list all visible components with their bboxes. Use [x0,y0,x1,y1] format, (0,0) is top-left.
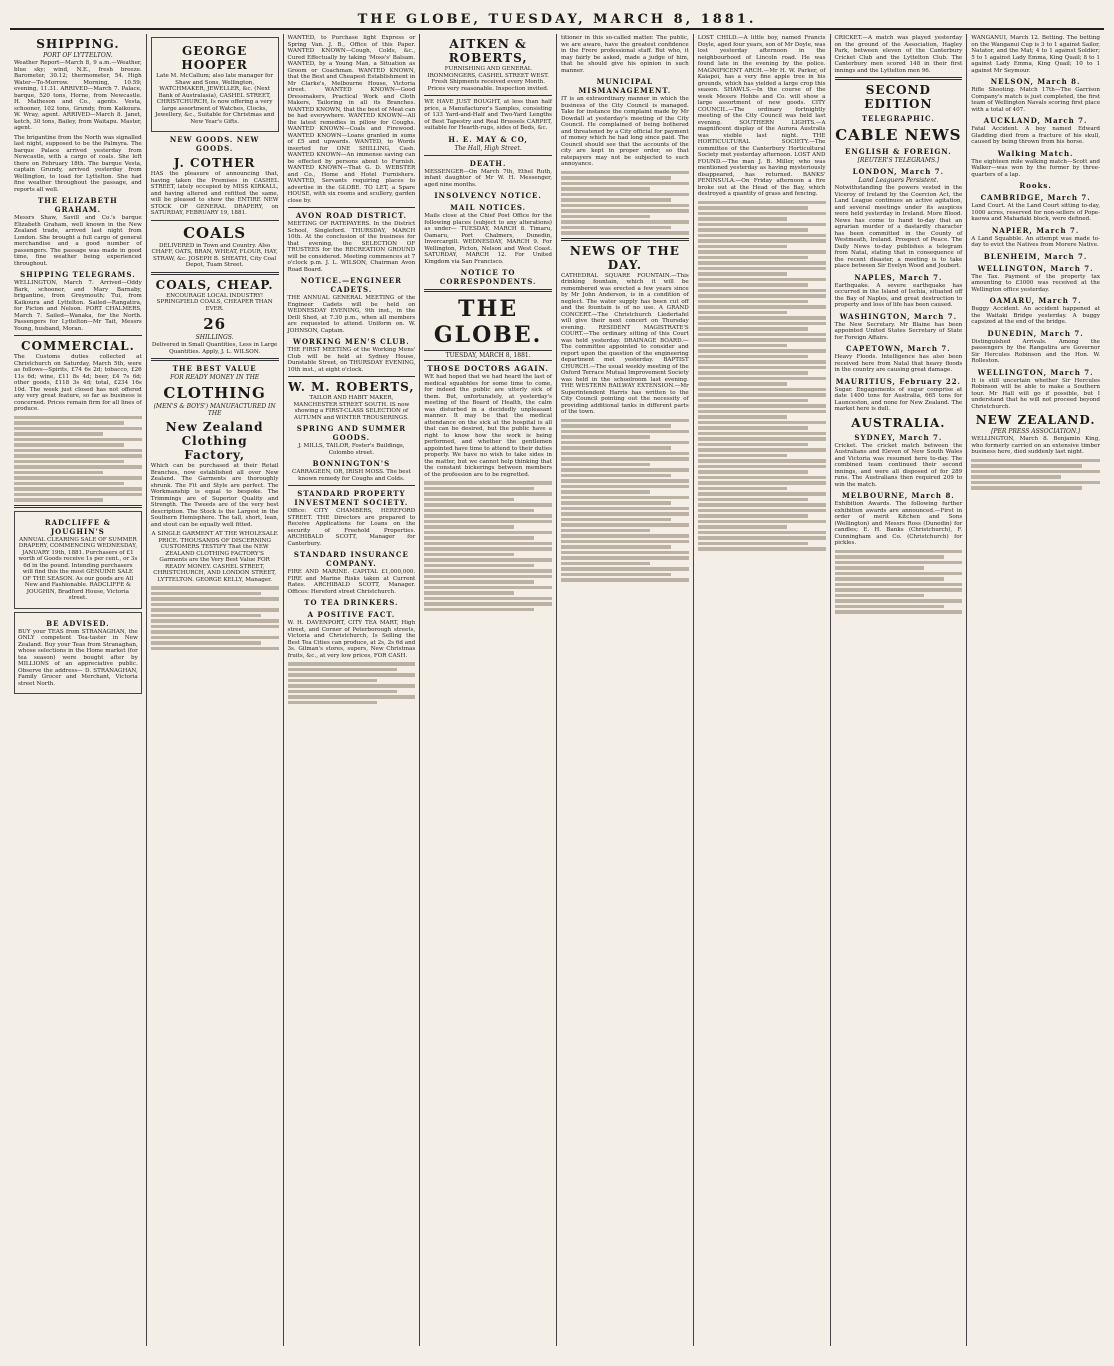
napier-article: A Land Squabble. An attempt was made to-day to evict the Natives from Morere Native. [971,235,1100,248]
london-article: Notwithstanding the powers vested in the Viceroy of Ireland by the Coercion Act, the Land League continues an active agitation, and several meetings under its auspices were held yesterday in Ireland. More Blood. News has come to hand to-day that an agrarian murder of a dastardly character has been committed in the County of Westmeath, Ireland. Prospect of Peace. The Daily News to-day publishes a telegram from Natal, stating that in consequence of the recent disaster, a meeting is to take place between Sir Evelyn Wood and Joubert. [834,185,963,269]
cable-news-title: CABLE NEWS [835,126,962,144]
stranaghan-ad [14,612,142,695]
melbourne-article: Exhibition Awards. The following further exhibition awards are announced.—First in order of merit Kitchen and Sons (Wellington) and Messrs Ross (Dunedin) for candles; E. H. Banks (Christchurch), F. Cunningham and Co. (Christchurch) for pickles. [834,501,963,546]
stranaghan-ad-title: BE ADVISED. [46,618,110,628]
telegrams-article: WELLINGTON, March 7. Arrived—Oddy Bark, schooner, and Mary Barnaby, brigantine, from Greymouth; Tui, from Kaikoura and Lyttelton. Sailed—Rangatira, for Picton and Nelson. PORT CHALMERS, March 7. Sailed—Wanaka, for the North. Passengers for Lyttelton—Mr Tait, Messrs Young, husband, Moran. [14,280,142,332]
news-of-the-day-article: CATHEDRAL SQUARE FOUNTAIN.—This drinking fountain, which it will be remembered was erected a few years since by Mr John Anderson, is in a condition of neglect. The water supply has been cut off and the fountain is of no use. A GRAND CONCERT.—The Christchurch Liedertafel will give their next concert on Thursday evening. RESIDENT MAGISTRATE'S COURT.—The ordinary sitting of this Court was held yesterday. DRAINAGE BOARD.—The committee appointed to consider and report upon the question of the engineering department met yesterday. BAPTIST CHURCH.—The usual weekly meeting of the Oxford Terrace Mutual Improvement Society was held in the schoolroom last evening. THE WESTERN RAILWAY EXTENSION.—Mr Superintendent Harris has written to the City Council pointing out the necessity of providing additional tanks in different parts of the town. [561,272,689,415]
wellington-dateline: WELLINGTON, March 7. [977,263,1094,273]
walking-match-title: Walking Match. [997,148,1074,158]
mail-notices-body: Mails close at the Chief Post Office for the following places (subject to any alterations) as under— TUESDAY, MARCH 8. Timaru, Oamaru, Port Chalmers, Dunedin, Invercargill. WEDNESDAY, MARCH 9. For Wellington, Picton, Nelson and West Coast. SATURDAY, MARCH 12. For United Kingdom via San Francisco. [424,213,552,265]
napier-dateline: NAPIER, March 7. [991,225,1080,235]
second-edition-title: SECOND EDITION [864,83,933,111]
new-goods-heading: NEW GOODS. NEW GOODS. [169,135,260,153]
cadets-body: THE ANNUAL GENERAL MEETING of the Engineer Cadets will be held on WEDNESDAY EVENING, 9th inst., in the Drill Shed, at 7.30 p.m., when all members are requested to attend. Uniform on. W. JOHNSON, Captain. [287,295,416,334]
stranaghan-ad-body: BUY your TEAS from STRANAGHAN, the ONLY competent Tea-taster in New Zealand. Buy your Teas from Stranaghan, whose selections in the Home market (for tea season) were bought after by MILLIONS of an appreciative public. Observe the address— D. STRANAGHAN, Family Grocer and Merchant, Victoria street North. [18,628,138,687]
cadets-title: NOTICE.—ENGINEER CADETS. [300,276,402,294]
mauritius-dateline: MAURITIUS, February 22. [835,376,961,386]
column-1 [10,34,147,1346]
column-5 [557,34,694,1346]
naples-dateline: NAPLES, March 7. [854,272,943,282]
walking-match-article: The eighteen mile walking match—Scott and Walker—was won by the former by three-quarters of a lap. [971,158,1100,178]
correspondents-title: NOTICE TO CORRESPONDENTS. [439,268,537,286]
sydney-dateline: SYDNEY, March 7. [854,432,943,442]
rooks-title: Rooks. [1019,181,1052,190]
globe-title: THE GLOBE. [433,296,543,348]
positive-fact-title: A POSITIVE FACT. [307,610,396,619]
wanganui-article: WANGANUI, March 12. Betting. The betting on the Wanganui Cup is 3 to 1 against Sailor, Natator, and the Mat; 4 to 1 against Soldier; 5 to 1 against Lady Emma, King Quail; 8 to 1 against Lady Emma, King Quail; 10 to 1 against Mr Seymour. [971,35,1100,74]
column-6 [694,34,831,1346]
oamaru-dateline: OAMARU, March 7. [989,296,1082,305]
wellington2-dateline: WELLINGTON, March 7. [977,367,1094,377]
cheap-coals-tail: Delivered in Small Quantities, Less in Large Quantities. Apply, J. L. WILSON. [151,342,278,355]
cheap-coals-body: ENCOURAGE LOCAL INDUSTRY! SPRINGFIELD COALS, CHEAPER THAN EVER. [156,292,273,312]
positive-fact-body: W. H. DAVENPORT, CITY TEA MART, High street, and Corner of Peterborough streets, Victoria and Christchurch, Is Selling the Best Tea Cities can produce, at 2s, 2s 6d and 3s. Gilman's stores, supers, New Christmas fruits, &c., at very low prices, FOR CASH. [287,620,416,659]
bonnington-title: BONNINGTON'S [312,459,391,468]
column-4 [420,34,557,1346]
avon-title: AVON ROAD DISTRICT. [295,211,407,220]
mills-body: J. MILLS, TAILOR, Foster's Buildings, Colombo street. [298,443,405,456]
coals-title: COALS [183,223,247,242]
working-mens-club-title: WORKING MEN'S CLUB. [293,337,410,346]
graham-heading: THE ELIZABETH GRAHAM. [38,196,118,214]
best-value-sub: FOR READY MONEY IN THE [170,374,260,381]
nz-clothing-factory-tail: A SINGLE GARMENT AT THE WHOLESALE PRICE. THOUSANDS OF DISCERNING CUSTOMERS TESTIFY That the NEW ZEALAND CLOTHING FACTORY'S Garments are the Very Best Value FOR READY MONEY. CASHEL STREET, CHRISTCHURCH, AND LONDON STREET, LYTTELTON. GEORGE KELLY, Manager. [151,531,278,583]
capetown-article: Heavy Floods. Intelligence has also been received here from Natal that heavy floods in the country are causing great damage. [834,354,963,373]
shipping-report: Weather Report—March 8, 9 a.m.—Weather, blue sky; wind, N.E., fresh breeze. Barometer, 30.12; thermometer, 54. High Water—To-Morrow. Morning, 10.59; evening, 11.31. ARRIVED—March 7. Palace, barque, 520 tons, Horne, from Newcastle. H. Matheson and Co., agents. Vesta, schooner, 102 tons, Grundy, from Kaikoura. W. Wray, agent. ARRIVED—March 8. Janet, ketch, 30 tons, Bailey, from Waitapu. Master, agent. [14,60,142,131]
may-address: The Hall, High Street. [454,144,522,152]
press-association-tag: [PER PRESS ASSOCIATION.] [991,428,1081,435]
doctors-article-cont: titioner in this so-called matter. The public, we are aware, have the greatest confidence in the Frere professional staff. But who, it may fairly be asked, made a judge of him, that he should give his opinion in such manner. [561,35,689,74]
wellington2-article: It is still uncertain whether Sir Hercules Robinson will be able to make a Southern tour. Mr Hall will go if possible, but I understand that he will not proceed beyond Christchurch. [971,377,1100,410]
english-foreign-title: ENGLISH & FOREIGN. [845,147,952,156]
wanted-ads: WANTED, to Purchase light Express or Spring Van. J. B., Office of this Paper. WANTED KNOWN—Cough, Colds, &c., Cured Effectually by taking 'Moss's' Balsam. WANTED, by a Young Man, a Situation as Groom or Coachman. WANTED KNOWN, that the Best and Cheapest Establishment in Mr Clarke's, Melbourne House, Victoria street. WANTED KNOWN—Good Dressmakers, Practical Work and Cloth Makers, Tailoring in all its Branches. WANTED KNOWN, that the best of Meat can be had everywhere. WANTED KNOWN—All the latest remedies in pillow for Coughs. WANTED KNOWN—Coals and Firewood. WANTED KNOWN—Loans granted in sums of £5 and upwards. WANTED, to Words inserted for ONE SHILLING, Cash. WANTED KNOWN—An immense saving can be effected by persons about to Furnish. WANTED KNOWN—That G. D. WEBSTER and Co., Home and Hotel Furnishers. WANTED, Servants requiring places to advertise in the GLOBE. TO LET, a Spare HOUSE, with six rooms and scullery, garden close by. [287,35,416,204]
clothing-sub: (MEN'S & BOYS') MANUFACTURED IN THE [153,403,276,417]
insolvency-title: INSOLVENCY NOTICE. [434,191,542,200]
new-zealand-title: NEW ZEALAND. [975,413,1096,427]
newspaper-page [10,10,1104,1346]
wellington-article: The Tax. Payment of the property tax amounting to £3000 was received at the Wellington office yesterday. [971,273,1100,293]
washington-dateline: WASHINGTON, March 7. [839,311,958,321]
hooper-ad-title: GEORGE HOOPER [181,44,248,72]
standard-insurance-body: FIRE AND MARINE. CAPITAL £1,000,000. FIRE and Marine Risks taken at Current Rates. ARCHIBALD SCOTT, Manager. Offices: Hereford street Christchurch. [287,569,416,595]
tea-drinkers-title: TO TEA DRINKERS. [304,598,399,607]
death-title: DEATH. [469,158,507,168]
washington-article: The New Secretary. Mr Blaine has been appointed United States Secretary of State for Foreign Affairs. [834,321,963,341]
australia-title: AUSTRALIA. [851,415,946,430]
radcliffe-ad-title: RADCLIFFE & JOUGHIN'S [44,517,111,536]
oamaru-article: Buggy Accident. An accident happened at the Waitaki Bridge yesterday. A buggy capsized at the end of the bridge. [971,306,1100,325]
nz-clothing-factory-body: Which can be purchased at their Retail Branches, now established all over New Zealand. The Garments are thoroughly shrunk. The Fit and Style are perfect. The Workmanship is equal to bespoke. The Trimmings are of Superior Quality and Strength. The Tweeds are of the very best description. The Stock is the Largest in the Southern Hemisphere. The tall, short, lean, and stout can be equally well fitted. [150,463,279,528]
mills-title: SPRING AND SUMMER GOODS. [296,424,407,442]
coal-price-unit: SHILLINGS. [195,334,234,341]
london-subhead: Land Leaguers Persistent. [858,177,939,184]
graham-article: Messrs Shaw, Savill and Co.'s barque Elizabeth Graham, well known in the New Zealand trade, arrived last night from London. She brought a full cargo of general merchandise and a good number of passengers. The passage was made in good time, fine weather being experienced throughout. [14,215,142,267]
working-mens-club-body: THE FIRST MEETING of the Working Mens' Club will be held at Sydney House, Dunstable Street, on THURSDAY EVENING, 10th inst., at eight o'clock. [287,347,416,373]
roberts-title: W. M. ROBERTS, [288,380,415,394]
municipal-article: IT is an extraordinary manner in which the business of the City Council is managed. Take for instance the complaint made by Mr Dowdall at yesterday's meeting of the City Council. He complained of being bothered and threatened by a City official for payment of money which he had long since paid. The Council should see that the accounts of the city are kept in proper order, so that ratepayers may not be subjected to such annoyance. [561,96,689,167]
melbourne-dateline: MELBOURNE, March 8. [842,491,955,500]
nelson-article: Rifle Shooting. Match 17th—The Garrison Company's match is just completed, the first team of Wellington Navals scoring first place with a total of 407. [971,87,1100,113]
doctors-title: THOSE DOCTORS AGAIN. [427,364,549,373]
cambridge-dateline: CAMBRIDGE, March 7. [980,193,1091,202]
coal-price: 26 [203,315,227,333]
doctors-article: WE had hoped that we had heard the last of medical squabbles for some time to come, for indeed the public are utterly sick of them. But, unfortunately, at yesterday's meeting of the Board of Health, the calm was disturbed in a decidedly unpleasant manner. It may be that the medical attendance on the sick at the hospital is all that can be desired, but the public have a right to know how the work is being performed, and whether the gentlemen appointed have time to attend to their duties properly. We have no wish to take sides in the matter, but we cannot help thinking that the constant bickerings between members of the profession are to be regretted. [424,374,552,478]
standard-property-body: Office: CITY CHAMBERS, HEREFORD STREET. THE Directors are prepared to Receive Applications for Loans on the security of Freehold Properties. ARCHIBALD SCOTT, Manager for Canterbury. [287,508,416,547]
cother-title: J. COTHER [173,156,256,170]
municipal-title: MUNICIPAL MISMANAGEMENT. [578,77,672,95]
bonnington-body: CARRAGEEN, OR, IRISH MOSS. The best known remedy for Coughs and Colds. [292,469,411,482]
news-of-the-day-title: NEWS OF THE DAY. [569,243,680,272]
cricket-article: CRICKET.—A match was played yesterday on the ground of the Association, Hagley Park, between eleven of the Canterbury Cricket Club and the Lyttelton Club. The Canterbury men scored 148 in their first innings and the Lyttelton men 96. [834,35,963,74]
radcliffe-ad [14,511,142,609]
auckland-dateline: AUCKLAND, March 7. [983,116,1088,125]
column-2 [147,34,284,1346]
standard-insurance-title: STANDARD INSURANCE COMPANY. [293,550,409,568]
aitken-body: FURNISHING AND GENERAL IRONMONGERS, CASHEL STREET WEST. Fresh Shipments received every Month. Prices very reasonable. Inspection invited. [427,66,549,92]
coals-body: DELIVERED in Town and Country. Also CHAFF, OATS, BRAN, WHEAT, FLOUR, HAY, STRAW, &c. JOSEPH B. SHEATH, City Coal Depot, Tuam Street. [151,242,278,268]
naples-article: Earthquake. A severe earthquake has occurred in the Island of Ischia, situated off the Bay of Naples, and great destruction to property and loss of life has been caused. [834,282,963,308]
radcliffe-ad-body: ANNUAL CLEARING SALE OF SUMMER DRAPERY, COMMENCING WEDNESDAY, JANUARY 19th, 1881. Purchasers of £1 worth of Goods receive 1s per cent., or 3s 6d in the pound. Intending purchasers will find this the most GENUINE SALE OF THE SEASON. As our goods are All New and Fashionable. RADCLIFFE & JOUGHIN, Bradford House, Victoria street. [18,536,138,601]
aitken-title: AITKEN & ROBERTS, [448,37,528,65]
death-body: MESSENGER—On March 7th, Ethel Ruth, infant daughter of Mr W. H. Messenger, aged nine months. [424,168,552,188]
hooper-ad-body: Late M. McCallum; also late manager for Shaw and Sons, Wellington, WATCHMAKER, JEWELLER, &c. (Next Bank of Australasia), CASHEL STREET, CHRISTCHURCH, Is now offering a very large assortment of Watches, Clocks, Jewellery, &c., Suitable for Christmas and New Year's Gifts. [155,73,275,125]
avon-body: MEETING OF RATEPAYERS. In the District School, Singleford. THURSDAY, MARCH 10th. At the conclusion of the business for that evening, the SELECTION OF TRUSTEES for the RECREATION GROUND will be considered. Meeting commences at 7 o'clock p.m. J. L. WILSON, Chairman Avon Road Board. [287,221,416,273]
carpet-ad-body: WE HAVE JUST BOUGHT, at less than half price, a Manufacturer's Samples, consisting of 133 Yard-and-Half and Two-Yard Lengths of Best Tapestry and Real Brussels CARPET, suitable for Hearth-rugs, sides of Beds, &c. [424,99,552,131]
commercial-article: The Customs duties collected at Christchurch on Saturday, March 5th, were as follows—Spirits, £74 6s 2d; tobacco, £26 11s 6d; wine, £11 8s 4d; beer, £4 7s 6d; other goods, £118 3s 4d; total, £234 16s 10d. The week just closed has not offered any very great feature, so far as business is concerned. Prices remain firm for all lines of produce. [14,354,142,412]
london-dateline: LONDON, March 7. [852,167,945,176]
commercial-heading: COMMERCIAL. [20,339,135,353]
new-zealand-article: WELLINGTON, March 8. Benjamin King, who formerly carried on an extensive timber business here, died suddenly last night. [971,436,1100,455]
may-title: H. E. MAY & CO, [448,134,528,144]
best-value-title: THE BEST VALUE [172,364,257,373]
nz-clothing-factory-title: New Zealand Clothing Factory, [165,420,264,462]
masthead: THE GLOBE, TUESDAY, MARCH 8, 1881. [10,10,1104,30]
auckland-article: Fatal Accident. A boy named Edward Gladding died from a fracture of his skull, caused by being thrown from his horse. [971,126,1100,145]
capetown-dateline: CAPETOWN, March 7. [846,344,951,353]
cambridge-article: Land Court. At the Land Court sitting to-day, 1000 acres, reserved for non-sellers of Pope-kaowa and Mahadaki block, were defined. [971,203,1100,222]
column-3 [284,34,421,1346]
local-news-article: LOST CHILD.—A little boy, named Francis Doyle, aged four years, son of Mr Doyle, was lost yesterday afternoon in the neighbourhood of Lincoln road. He was found late in the evening by the police. MAGNIFICENT ARCH.—Mr H. W. Parker, of Kaiapoi, has a very fine apple tree in his grounds, which has yielded a large crop this season. SHAWLS.—In the course of the week Messrs Hobbs and Co. will show a large assortment of new goods. CITY COUNCIL.—The ordinary fortnightly meeting of the City Council was held last evening. SOUTHERN LIGHTS.—A magnificent display of the Aurora Australis was visible last night. THE HORTICULTURAL SOCIETY.—The committee of the Canterbury Horticultural Society met yesterday afternoon. LOST AND FOUND.—The man J. B. Miller, who was mentioned yesterday as having mysteriously disappeared, has returned. BANKS' PENINSULA.—On Friday afternoon a fire broke out at the Head of the Bay, which destroyed a quantity of grass and fencing. [697,35,826,197]
reuter-tag: [REUTER'S TELEGRAMS.] [857,157,940,164]
telegrams-heading: SHIPPING TELEGRAMS. [20,270,136,279]
blenheim-dateline: BLENHEIM, March 7. [983,251,1088,261]
dunedin-dateline: DUNEDIN, March 7. [987,328,1084,338]
clothing-title: CLOTHING [163,384,266,402]
roberts-body: TAILOR AND HABIT MAKER, MANCHESTER STREET SOUTH. IS now showing a FIRST-CLASS SELECTION of AUTUMN and WINTER TROUSERINGS. [293,395,410,421]
shipping-notes: The brigantine from the North was signalled last night, supposed to be the Palmyra. The barque Palace arrived yesterday from Newcastle, with a cargo of coals. She left there on February 18th. The barque Vesta, captain Grundy, arrived yesterday from Wellington, to load for Lyttelton. She had fine weather throughout the passage, and reports all well. [14,134,142,193]
nelson-dateline: NELSON, March 8. [990,77,1081,86]
shipping-heading: SHIPPING. [36,37,120,51]
mail-notices-title: MAIL NOTICES. [450,203,527,212]
cheap-coals-title: COALS, CHEAP. [155,277,274,292]
mauritius-article: Sugar. Engagements of sugar comprise at date 1400 tons for Australia, 665 tons for Launceston, and none for New Zealand. The market here is dull. [834,386,963,412]
port-subheading: PORT OF LYTTELTON. [43,52,113,59]
globe-date: TUESDAY, MARCH 8, 1881. [424,350,552,361]
standard-property-title: STANDARD PROPERTY INVESTMENT SOCIETY. [294,489,409,507]
telegraphic-title: TELEGRAPHIC. [861,114,935,123]
sydney-article: Cricket. The cricket match between the Australians and Eleven of New South Wales and Victoria was resumed here to-day. The combined team continued their second innings, and were all disposed of for 289 runs. The Australians then required 209 to win the match. [834,442,963,488]
column-7 [831,34,968,1346]
column-8 [967,34,1104,1346]
hooper-ad [151,37,279,132]
dunedin-article: Distinguished Arrivals. Among the passengers by the Rangatira are Governor Sir Hercules Robinson and the Hon. W. Rolleston. [971,338,1100,364]
cother-body: HAS the pleasure of announcing that, having taken the Premises in CASHEL STREET, lately occupied by MISS KIRKALL, and having altered and refitted the same, will be pleased to show the ENTIRE NEW STOCK OF GENERAL DRAPERY, on SATURDAY, FEBRUARY 19, 1881. [150,171,279,216]
